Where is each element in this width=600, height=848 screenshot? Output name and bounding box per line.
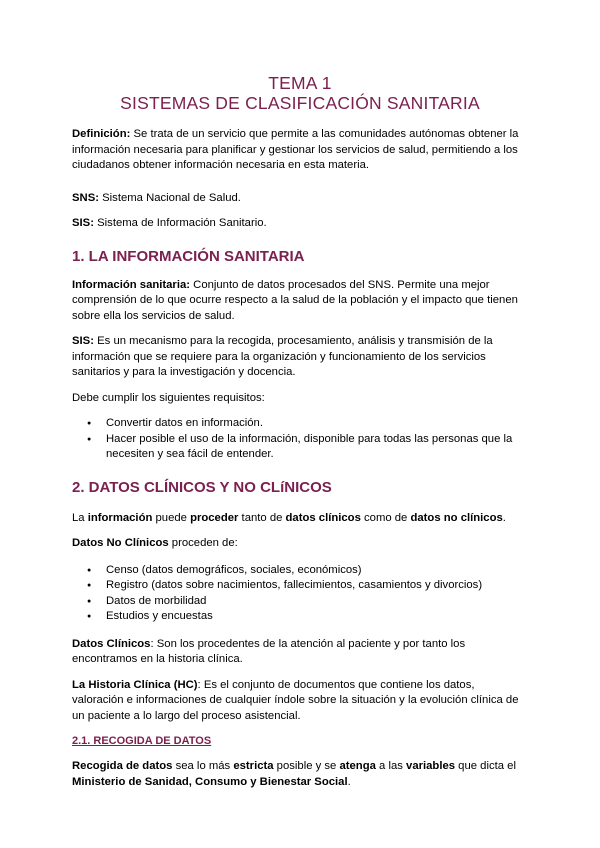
informacion-sanitaria-label: Información sanitaria: <box>72 278 191 291</box>
historia-clinica-paragraph <box>72 678 528 725</box>
sns-paragraph <box>72 191 528 207</box>
intro-text: La <box>72 511 88 524</box>
requisitos-list <box>72 416 528 463</box>
datos-clinicos-label: Datos Clínicos <box>72 637 151 650</box>
recogida-bold: Recogida de datos <box>72 760 173 772</box>
recogida-bold: Ministerio de Sanidad, Consumo y Bienestar Social <box>72 775 348 788</box>
datos-clinicos-text: : Son los procedentes de la atención al paciente y por tanto los encontramos en la historia clínica. <box>72 637 466 665</box>
list-item: ● Convertir datos en información. <box>106 416 528 432</box>
list-item: ● Datos de morbilidad <box>106 594 528 610</box>
recogida-text: a las <box>375 760 407 772</box>
intro-bold: información <box>87 511 153 524</box>
section-2-1-heading: 2.1. RECOGIDA DE DATOS <box>72 735 212 747</box>
sis-definition-label: SIS: <box>72 335 94 347</box>
historia-clinica-text: : Es el conjunto de documentos que contiene los datos, valoración e informaciones de cualquier índole sobre la situación y la evolución clínica de un paciente a lo largo del proceso asistencial. <box>72 678 519 722</box>
sis-paragraph <box>72 216 528 232</box>
requisitos-intro: Debe cumplir los siguientes requisitos: <box>72 391 265 404</box>
datos-no-clinicos-paragraph <box>72 536 528 552</box>
datos-clinicos-paragraph <box>72 637 528 668</box>
intro-bold: proceder <box>190 511 239 524</box>
intro-text: . <box>502 511 506 524</box>
recogida-text: que dicta el <box>455 760 516 772</box>
intro-text: tanto de <box>238 511 286 524</box>
sns-text: Sistema Nacional de Salud. <box>99 191 241 204</box>
recogida-text: posible y se <box>273 760 340 772</box>
section-2-intro <box>72 511 528 527</box>
title-line-1: TEMA 1 <box>268 73 332 93</box>
list-item: ● Estudios y encuestas <box>106 609 528 625</box>
recogida-bold: variables <box>406 760 456 772</box>
datos-no-clinicos-text: proceden de: <box>168 537 238 549</box>
informacion-sanitaria-text: Conjunto de datos procesados del SNS. Permite una mejor comprensión de lo que ocurre respecto a la salud de la población y el impacto que tienen sobre ella los servicios de salud. <box>72 278 518 322</box>
list-item: ● Registro (datos sobre nacimientos, fallecimientos, casamientos y divorcios) <box>106 578 528 594</box>
recogida-bold: atenga <box>339 760 376 772</box>
intro-text: puede <box>152 511 191 524</box>
list-item: ● Hacer posible el uso de la información, disponible para todas las personas que la necesiten y sea fácil de entender. <box>106 432 528 463</box>
historia-clinica-label: La Historia Clínica (HC) <box>72 678 198 691</box>
recogida-paragraph <box>72 759 528 790</box>
recogida-text: . <box>347 775 351 788</box>
section-1-heading: 1. LA INFORMACIÓN SANITARIA <box>72 247 305 265</box>
sis-text: Sistema de Información Sanitario. <box>93 217 267 229</box>
intro-bold: datos no clínicos <box>410 511 503 524</box>
section-2-heading: 2. DATOS CLÍNICOS Y NO CLíNICOS <box>72 478 332 496</box>
datos-no-clinicos-list <box>72 563 528 625</box>
definicion-paragraph <box>72 127 528 174</box>
list-item: ● Censo (datos demográficos, sociales, económicos) <box>106 563 528 579</box>
sis-label: SIS: <box>72 217 94 229</box>
datos-no-clinicos-label: Datos No Clínicos <box>72 537 169 549</box>
definicion-text: Se trata de un servicio que permite a las comunidades autónomas obtener la información necesaria para planificar y gestionar los servicios de salud, permitiendo a los ciudadanos obtener información necesaria en esta materia. <box>72 128 519 171</box>
sis-definition-text: Es un mecanismo para la recogida, procesamiento, análisis y transmisión de la información que se requiere para la organización y funcionamiento de los servicios sanitarios y para la investigación y docencia. <box>72 335 493 378</box>
recogida-bold: estricta <box>233 760 274 772</box>
sns-label: SNS: <box>72 191 99 204</box>
informacion-sanitaria-paragraph <box>72 278 528 325</box>
definicion-label: Definición: <box>72 128 131 140</box>
intro-text: como de <box>360 511 411 524</box>
recogida-text: sea lo más <box>172 760 234 772</box>
sis-definition-paragraph <box>72 334 528 381</box>
document-title <box>72 0 528 113</box>
title-line-2: SISTEMAS DE CLASIFICACIÓN SANITARIA <box>120 93 480 113</box>
intro-bold: datos clínicos <box>285 511 361 524</box>
